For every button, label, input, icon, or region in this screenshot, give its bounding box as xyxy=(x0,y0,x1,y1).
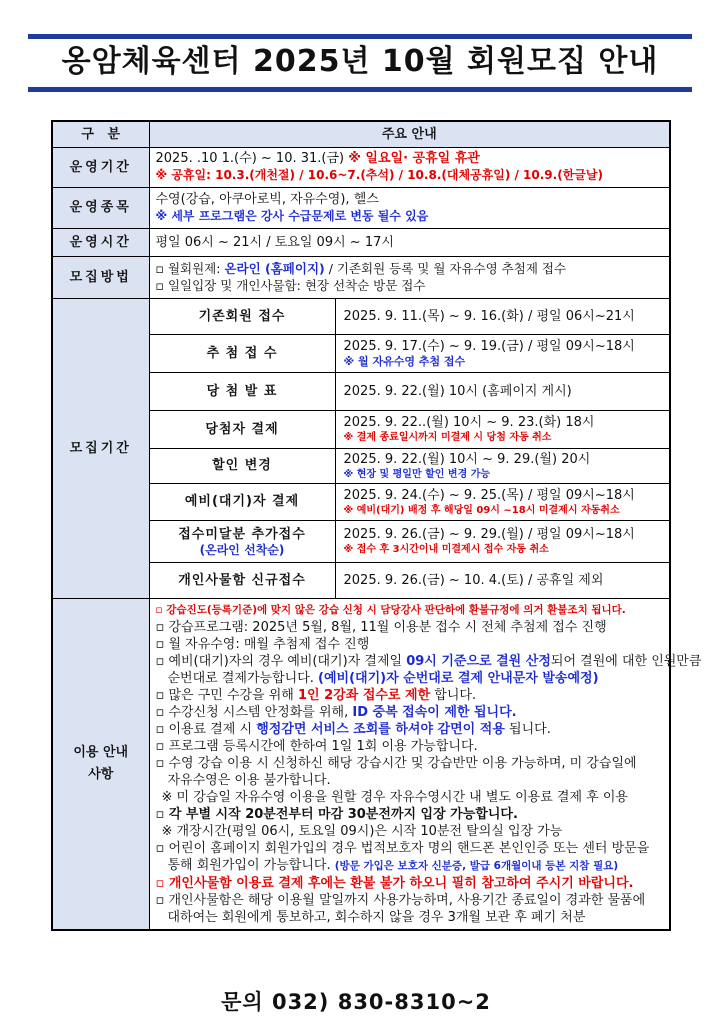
title-bottom-rule xyxy=(28,87,692,92)
recruit-value-0: 2025. 9. 11.(목) ~ 9. 16.(화) / 평일 06시~21시 xyxy=(335,298,670,334)
usage-line-17: ▫ 개인사물함 이용료 결제 후에는 환불 불가 하오니 필히 참고하여 주시기 바랍니다. xyxy=(155,875,634,891)
programs-list: 수영(강습, 아쿠아로빅, 자유수영), 헬스 xyxy=(155,191,379,207)
usage-line-8 xyxy=(156,721,664,738)
usage-line-6 xyxy=(156,687,664,704)
label-hours: 운영시간 xyxy=(52,228,149,256)
usage-line-7-pre: ▫ 수강신청 시스템 안정화를 위해, xyxy=(155,704,353,720)
recruit-name-2: 당 첨 발 표 xyxy=(149,372,335,410)
title-band xyxy=(28,34,692,92)
label-programs: 운영종목 xyxy=(52,187,149,228)
usage-line-4-post: 되어 결원에 대한 인원만큼 xyxy=(550,653,702,669)
method-line1-post: / 기존회원 등록 및 월 자유수영 추첨제 접수 xyxy=(324,261,567,276)
title-top-rule xyxy=(28,34,692,39)
recruit-name-6 xyxy=(149,520,335,562)
usage-line-1: ▫ 강습진도(등록기준)에 맞지 않은 강습 신청 시 담당강사 판단하에 환불규정에 의거 환불조치 됩니다. xyxy=(155,603,626,616)
recruit-row-0 xyxy=(52,298,670,334)
header-main: 주요 안내 xyxy=(149,121,670,147)
usage-line-6-red: 1인 2강좌 접수로 제한 xyxy=(298,687,431,703)
usage-line-8-blue: 행정감면 서비스 조회를 하셔야 감면이 적용 xyxy=(256,721,505,737)
recruit-note-6: ※ 접수 후 3시간이내 미결제시 접수 자동 취소 xyxy=(343,544,549,555)
recruit-value-3 xyxy=(335,410,670,448)
usage-line-19: 대하여는 회원에게 통보하고, 회수하지 않을 경우 3개월 보관 후 폐기 처분 xyxy=(167,909,586,925)
page-title: 옹암체육센터 2025년 10월 회원모집 안내 xyxy=(61,44,659,79)
recruit-note-1: ※ 월 자유수영 추첨 접수 xyxy=(343,354,466,368)
usage-line-2: ▫ 강습프로그램: 2025년 5월, 8월, 11월 이용분 접수 시 전체 추첨제 접수 진행 xyxy=(155,619,607,635)
usage-line-12: ※ 미 강습일 자유수영 이용을 원할 경우 자유수영시간 내 별도 이용료 결제 후 이용 xyxy=(161,789,628,805)
recruit-name-7: 개인사물함 신규접수 xyxy=(149,562,335,598)
recruit-note-3: ※ 결제 종료일시까지 미결제 시 당첨 자동 취소 xyxy=(343,432,552,443)
method-line1-pre: ▫ 월회원제: xyxy=(155,261,225,276)
usage-line-14: ※ 개장시간(평일 06시, 토요일 09시)은 시작 10분전 탈의실 입장 가능 xyxy=(161,823,563,839)
holiday-notice: ※ 공휴일: 10.3.(개천절) / 10.6~7.(추석) / 10.8.(대체공휴일) / 10.9.(한글날) xyxy=(155,168,603,182)
usage-line-18: ▫ 개인사물함은 해당 이용월 말일까지 사용가능하며, 사용기간 종료일이 경과한 물품에 xyxy=(155,892,646,908)
usage-line-16-blue: (방문 가입은 보호자 신분증, 발급 6개월이내 등본 지참 필요) xyxy=(334,859,619,872)
recruit-name-5: 예비(대기)자 결제 xyxy=(149,483,335,520)
closed-notice: ※ 일요일· 공휴일 휴관 xyxy=(348,151,480,166)
recruit-note-4: ※ 현장 및 평일만 할인 변경 가능 xyxy=(343,468,491,480)
usage-line-4-pre: ▫ 예비(대기)자의 경우 예비(대기)자 결제일 xyxy=(155,653,407,669)
recruit-value-6 xyxy=(335,520,670,562)
operation-period-dates: 2025. .10 1.(수) ~ 10. 31.(금) xyxy=(155,151,349,166)
usage-notes xyxy=(149,598,702,930)
header-category: 구 분 xyxy=(52,121,149,147)
row-programs xyxy=(52,187,670,228)
label-usage-line1: 이용 안내 xyxy=(73,744,129,760)
row-hours xyxy=(52,228,670,256)
recruit-dates-5: 2025. 9. 24.(수) ~ 9. 25.(목) / 평일 09시~18시 xyxy=(343,487,635,503)
method-line2: ▫ 일일입장 및 개인사물함: 현장 선착순 방문 접수 xyxy=(155,278,426,293)
usage-line-16 xyxy=(156,857,664,875)
value-method xyxy=(149,256,670,298)
usage-line-5-pre: 순번대로 결제가능합니다. xyxy=(167,670,319,686)
usage-line-11: 자유수영은 이용 불가합니다. xyxy=(167,772,331,788)
info-table xyxy=(51,120,702,931)
recruit-note-5: ※ 예비(대기) 배정 후 해당일 09시 ~18시 미결제시 자동취소 xyxy=(343,504,620,516)
row-operation-period xyxy=(52,147,670,187)
usage-line-7-blue: ID 중복 접속이 제한 됩니다. xyxy=(352,704,517,720)
method-online: 온라인 (홈페이지) xyxy=(224,261,325,276)
recruit-value-5 xyxy=(335,483,670,520)
usage-line-4 xyxy=(155,653,702,670)
usage-line-4-blue: 09시 기준으로 결원 산정 xyxy=(406,653,551,669)
recruit-value-4 xyxy=(335,448,670,483)
recruit-dates-3: 2025. 9. 22..(월) 10시 ~ 9. 23.(화) 18시 xyxy=(343,415,595,430)
row-method xyxy=(52,256,670,298)
label-operation-period: 운영기간 xyxy=(52,147,149,187)
recruit-value-2: 2025. 9. 22.(월) 10시 (홈페이지 게시) xyxy=(335,372,670,410)
label-recruit: 모집기간 xyxy=(52,298,149,598)
recruit-value-7: 2025. 9. 26.(금) ~ 10. 4.(토) / 공휴일 제외 xyxy=(335,562,670,598)
row-usage xyxy=(52,598,670,930)
usage-line-15: ▫ 어린이 홈페이지 회원가입의 경우 법적보호자 명의 핸드폰 본인인증 또는 센터 방문을 xyxy=(155,840,650,856)
recruit-name-6-sub: (온라인 선착순) xyxy=(199,542,285,557)
recruit-dates-4: 2025. 9. 22.(월) 10시 ~ 9. 29.(월) 20시 xyxy=(343,451,591,467)
recruit-name-4: 할인 변경 xyxy=(149,448,335,483)
label-usage xyxy=(52,598,149,930)
recruit-dates-6: 2025. 9. 26.(금) ~ 9. 29.(월) / 평일 09시~18시 xyxy=(343,527,635,542)
label-method: 모집방법 xyxy=(52,256,149,298)
usage-line-6-post: 합니다. xyxy=(430,687,477,703)
recruit-dates-1: 2025. 9. 17.(수) ~ 9. 19.(금) / 평일 09시~18시 xyxy=(343,338,635,354)
usage-line-6-pre: ▫ 많은 구민 수강을 위해 xyxy=(155,687,298,703)
label-usage-line2: 사항 xyxy=(88,766,114,782)
usage-line-5 xyxy=(156,670,664,687)
contact-phone: 문의 032) 830-8310~2 xyxy=(221,990,491,1014)
usage-line-8-post: 됩니다. xyxy=(504,721,551,737)
recruit-value-1 xyxy=(335,334,670,372)
usage-line-16-pre: 통해 회원가입이 가능합니다. xyxy=(167,857,335,873)
value-operation-period xyxy=(149,147,670,187)
recruit-name-0: 기존회원 접수 xyxy=(149,298,335,334)
recruit-name-6-text: 접수미달분 추가접수 xyxy=(178,526,306,542)
usage-line-5-blue: (예비(대기)자 순번대로 결제 안내문자 발송예정) xyxy=(318,670,599,686)
table-header-row xyxy=(52,121,670,147)
usage-line-10: ▫ 수영 강습 이용 시 신청하신 해당 강습시간 및 강습반만 이용 가능하며, 미 강습일에 xyxy=(155,755,637,771)
recruit-name-3: 당첨자 결제 xyxy=(149,410,335,448)
programs-notice: ※ 세부 프로그램은 강사 수급문제로 변동 될수 있음 xyxy=(155,208,429,223)
usage-line-13: ▫ 각 부별 시작 20분전부터 마감 30분전까지 입장 가능합니다. xyxy=(155,806,518,822)
value-programs xyxy=(149,187,670,228)
usage-line-3: ▫ 월 자유수영: 매월 추첨제 접수 진행 xyxy=(155,636,370,652)
usage-line-9: ▫ 프로그램 등록시간에 한하여 1일 1회 이용 가능합니다. xyxy=(155,738,478,754)
usage-line-7 xyxy=(156,704,664,721)
usage-line-8-pre: ▫ 이용료 결제 시 xyxy=(155,721,257,737)
value-hours: 평일 06시 ~ 21시 / 토요일 09시 ~ 17시 xyxy=(149,228,670,256)
recruit-name-1: 추 첨 접 수 xyxy=(149,334,335,372)
